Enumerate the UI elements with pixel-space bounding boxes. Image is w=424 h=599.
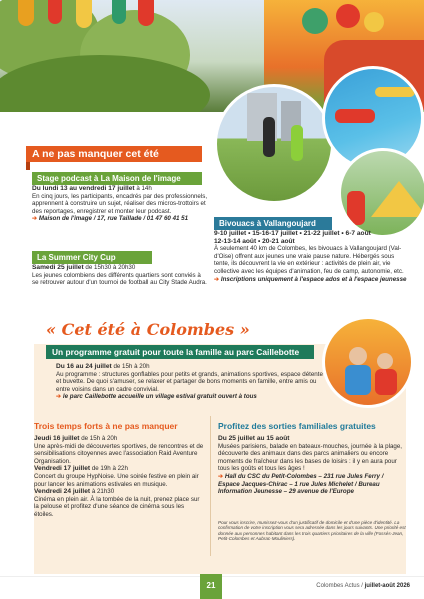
event-2-date: Vendredi 17 juillet bbox=[34, 465, 91, 473]
sorties-body: Musées parisiens, balade en bateaux-mouches, journée à la plage, découverte des animaux dans des parcs animaliers ou encore moments de fraîcheur dans les bases de loisirs : il y en aura pour tous les goûts et tous les âges ! bbox=[218, 442, 403, 473]
stage-title bbox=[32, 172, 202, 185]
footer-magazine bbox=[316, 583, 410, 589]
stage-time: à 14h bbox=[136, 185, 152, 192]
event-3-time: à 21h30 bbox=[91, 488, 115, 496]
page-number bbox=[200, 574, 222, 599]
summer-title-label: La Summer City Cup bbox=[37, 253, 116, 262]
event-2-time: de 19h à 22h bbox=[91, 465, 128, 473]
sorties-ref: Hall du CSC du Petit-Colombes – 231 rue Jules Ferry / Espace Jacques-Chirac – 1 rue Jules Michelet / Bureau Information Jeunesse – 29 avenue de l'Europe bbox=[218, 472, 384, 496]
bivouacs-ref: Inscriptions uniquement à l'espace ados et à l'espace jeunesse bbox=[220, 275, 407, 283]
sorties-block bbox=[218, 435, 406, 496]
sorties-note-text: Pour vous inscrire, munissez-vous d'un justificatif de domicile et d'une pièce d'identité. La confirmation de votre inscription vous sera adressée dans les jours suivants. Une priorité est donnée aux personnes habitant dans les trois quartiers prioritaires de la ville (Fossés-Jean, Petit-Colombes et Aubrac-Mouliniers). bbox=[218, 520, 406, 542]
football-photo bbox=[214, 84, 334, 204]
summer-date: Samedi 25 juillet bbox=[32, 264, 84, 271]
magazine-name: Colombes Actus bbox=[316, 583, 360, 589]
bivouacs-dates-2: 12-13-14 août • 20-21 août bbox=[214, 237, 295, 245]
open-quote: « bbox=[46, 320, 56, 339]
summer-body: Les jeunes colombiens des différents quartiers sont conviés à se retrouver autour d'un tournoi de football au City Stade Audra. bbox=[32, 271, 207, 287]
column-divider bbox=[210, 416, 211, 556]
event-3-body: Cinéma en plein air. À la tombée de la nuit, prenez place sur la pelouse et profitez d'une séance de cinéma sous les étoiles. bbox=[34, 495, 200, 518]
bivouacs-title bbox=[214, 217, 332, 230]
kids-inflatable-photo bbox=[322, 316, 414, 408]
trois-temps-title bbox=[34, 421, 178, 431]
stage-title-label: Stage podcast à La Maison de l'image bbox=[37, 174, 181, 183]
sorties-title-label: Profitez des sorties familiales gratuites bbox=[218, 421, 376, 431]
page-number-label: 21 bbox=[206, 581, 216, 590]
colombes-title-label: Cet été à Colombes bbox=[61, 320, 235, 339]
bivouacs-body: À seulement 40 km de Colombes, les bivouacs à Vallangoujard (Val-d'Oise) offrent aux jeunes une vraie pause nature. Hébergés sous tente, ils découvrent la vie en extérieur : activités de plein air, vie collective avec les équipes d'animation, feu de camp, autonomie, etc. bbox=[214, 245, 404, 275]
programme-block bbox=[56, 363, 326, 401]
programme-ref: le parc Caillebotte accueille un village estival gratuit ouvert à tous bbox=[62, 393, 257, 401]
summer-title bbox=[32, 251, 152, 264]
programme-body: Au programme : structures gonflables pour petits et grands, animations sportives, espace détente et buvette. De quoi s'amuser, se relaxer et partager de bons moments en famille, entre amis ou entre voisins dans un cadre convivial. bbox=[56, 370, 323, 393]
stage-block bbox=[32, 185, 208, 223]
trois-temps-block bbox=[34, 435, 204, 519]
arrow-icon: ➔ bbox=[32, 215, 38, 223]
stage-date: Du lundi 13 au vendredi 17 juillet bbox=[32, 185, 135, 192]
stage-ref: Maison de l'image / 17, rue Taillade / 01 47 60 41 51 bbox=[38, 215, 189, 223]
colombes-title bbox=[46, 320, 250, 339]
summer-time: de 15h30 à 20h30 bbox=[85, 264, 136, 271]
event-2-body: Concert du groupe HypNoise. Une soirée festive en plein air pour lancer les animations estivales en musique. bbox=[34, 472, 199, 488]
stage-body: En cinq jours, les participants, encadrés par des professionnels, apprennent à construire un sujet, réaliser des micros-trottoirs et des reportages, enregistrer et monter leur podcast. bbox=[32, 192, 208, 215]
footer-separator: / bbox=[361, 583, 363, 589]
camping-photo bbox=[338, 148, 424, 238]
programme-banner bbox=[46, 345, 314, 359]
sorties-title bbox=[218, 421, 376, 431]
programme-banner-label: Un programme gratuit pour toute la famille au parc Caillebotte bbox=[52, 347, 300, 357]
bivouacs-title-label: Bivouacs à Vallangoujard bbox=[219, 219, 316, 228]
bivouacs-block bbox=[214, 230, 410, 283]
close-quote: » bbox=[239, 320, 250, 339]
trois-temps-title-label: Trois temps forts à ne pas manquer bbox=[34, 421, 178, 431]
bunting-decoration bbox=[14, 0, 194, 30]
section-banner bbox=[26, 146, 202, 162]
bivouacs-dates-1: 9-10 juillet • 15-16-17 juillet • 21-22 juillet • 6-7 août bbox=[214, 230, 371, 237]
event-1-time: de 15h à 20h bbox=[81, 435, 118, 442]
section-banner-label: A ne pas manquer cet été bbox=[32, 148, 159, 160]
sorties-note bbox=[218, 520, 406, 542]
programme-date: Du 16 au 24 juillet bbox=[56, 363, 112, 370]
event-1-body: Une après-midi de découvertes sportives, de rencontres et de sensibilisations citoyennes avec l'association Raid Aventure Organisation. bbox=[34, 442, 204, 465]
sorties-date: Du 25 juillet au 15 août bbox=[218, 435, 290, 442]
summer-block bbox=[32, 264, 208, 287]
arrow-icon: ➔ bbox=[218, 472, 224, 480]
programme-time: de 15h à 20h bbox=[113, 363, 150, 370]
arrow-icon: ➔ bbox=[56, 393, 62, 401]
event-1-date: Jeudi 16 juillet bbox=[34, 435, 80, 442]
event-3-date: Vendredi 24 juillet bbox=[34, 488, 91, 496]
issue-date: juillet-août 2026 bbox=[364, 583, 410, 589]
banner-accent bbox=[26, 162, 30, 170]
arrow-icon: ➔ bbox=[214, 275, 220, 283]
